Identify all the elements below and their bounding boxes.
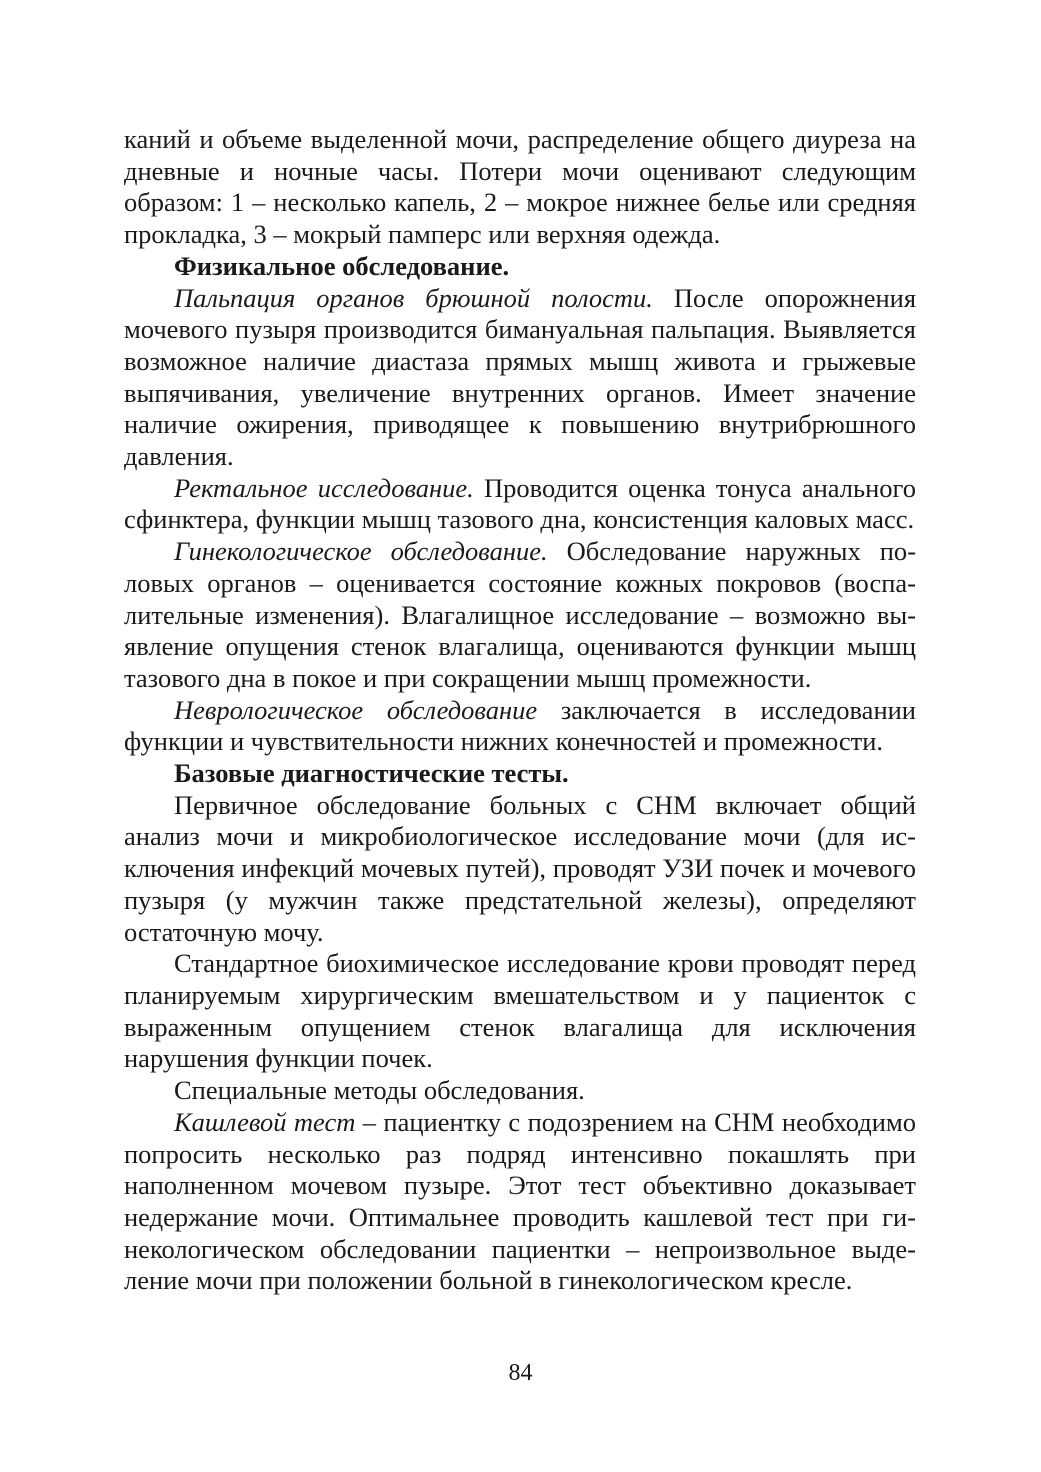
heading-physical-exam: Физикальное обследование. — [174, 250, 510, 281]
paragraph-gynecological — [124, 536, 916, 695]
paragraph-neurological — [124, 695, 916, 758]
paragraph-text: Стандартное биохимическое исследование крови проводят перед планируемым хирургическим вмешательством и у пациенток с выраженным опущением стенок влагалища для исключения нарушения функции почек. — [124, 948, 916, 1074]
heading-basic-tests: Базовые диагностические тесты. — [174, 758, 569, 789]
paragraph-text: – пациентку с подозрением на СНМ необходимо попросить несколько раз подряд интенсивно покашлять при наполненном мочевом пузыре. Этот тест объективно доказывает недержание мочи. Оптимальнее проводить кашлевой тест при гинекологическом обследовании пациентки – непроизвольное выделение мочи при положении больной в гинекологическом кресле. — [124, 1106, 916, 1296]
paragraph-text: Первичное обследование больных с СНМ включает общий анализ мочи и микробиологическое исследование мочи (для исключения инфекций мочевых путей), проводят УЗИ почек и мочевого пузыря (у мужчин также предстательной железы), определяют остаточную мочу. — [124, 789, 916, 947]
paragraph-lead: Неврологическое обследование — [174, 694, 538, 725]
paragraph-special-methods — [124, 1075, 916, 1107]
paragraph-lead: Пальпация органов брюшной полости. — [174, 282, 653, 313]
paragraph-lead: Гинекологическое обследование. — [174, 536, 548, 567]
paragraph-diuresis — [124, 124, 916, 251]
paragraph-palpation — [124, 283, 916, 473]
paragraph-text: После опорожнения мочевого пузыря производится бимануальная пальпация. Выявляется возможное наличие диастаза прямых мышц живота и грыжевые выпячивания, увеличение внутренних органов. Имеет значение наличие ожирения, приводящее к повышению внутрибрюшного давления. — [124, 282, 917, 472]
paragraph-text: Специальные методы обследования. — [174, 1075, 585, 1106]
paragraph-primary-exam — [124, 790, 916, 949]
paragraph-lead: Ректальное исследование. — [174, 472, 474, 503]
paragraph-cough-test — [124, 1107, 916, 1297]
paragraph-lead: Кашлевой тест — [174, 1106, 356, 1137]
paragraph-biochemistry — [124, 948, 916, 1075]
paragraph-text: заключается в исследовании функции и чувствительности нижних конечностей и промежности. — [124, 694, 916, 757]
paragraph-rectal — [124, 473, 916, 536]
paragraph-text: каний и объеме выделенной мочи, распределение общего диуреза на дневные и ночные часы. Потери мочи оценивают следующим образом: 1 – несколько капель, 2 – мокрое нижнее белье или средняя прокладка, 3 – мокрый памперс или верхняя одежда. — [124, 124, 916, 250]
paragraph-text: Обследование наружных половых органов – оценивается состояние кожных покровов (воспалительные изменения). Влагалищное исследование – возможно выявление опущения стенок влагалища, оцениваются функции мышц тазового дна в покое и при сокращении мышц промежности. — [124, 536, 917, 693]
page-body — [124, 124, 916, 1297]
paragraph-text: Проводится оценка тонуса анального сфинктера, функции мышц тазового дна, консистенция каловых масс. — [124, 472, 916, 535]
page-number: 84 — [508, 1360, 533, 1386]
